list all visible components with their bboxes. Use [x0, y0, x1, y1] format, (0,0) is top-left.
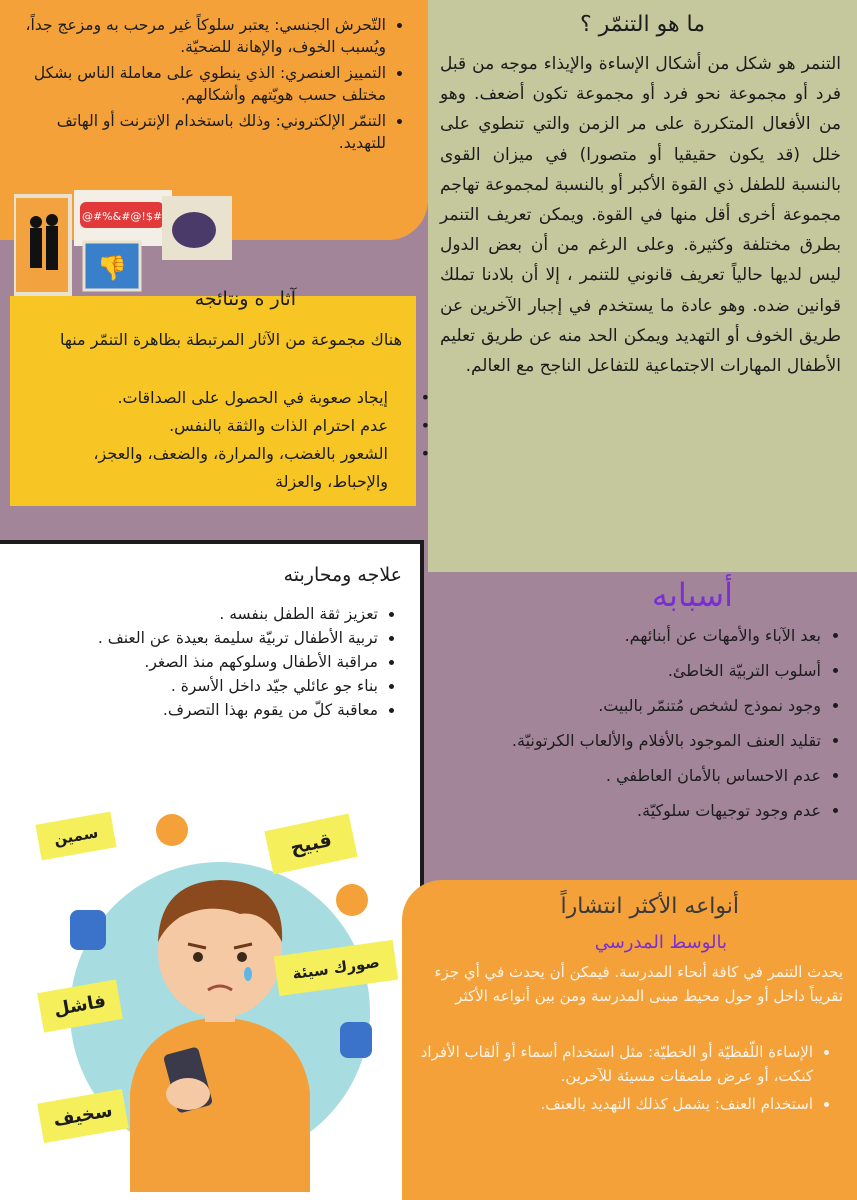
treatment-list — [10, 602, 404, 722]
thumbs-down-icon — [340, 1022, 372, 1058]
spread-intro: يحدث التنمر في كافة أنحاء المدرسة. فيمكن أن يحدث في أي جزء تقريباً داخل أو حول محيط مبنى المدرسة ومن بين أنواعه الأكثر — [434, 963, 843, 1005]
list-item: • استخدام العنف: يشمل كذلك التهديد بالعنف. — [420, 1092, 813, 1116]
list-item: • التّحرش الجنسي: يعتبر سلوكاً غير مرحب به ومزعج جداً، ويُسبب الخوف، والإهانة للضحيّة. — [20, 14, 386, 58]
list-item: • تقليد العنف الموجود بالأفلام والألعاب الكرتونيّة. — [438, 725, 821, 756]
list-item: • وجود نموذج لشخص مُتنمّر بالبيت. — [438, 690, 821, 721]
effects-panel — [10, 288, 416, 506]
list-item: • تربية الأطفال تربيّة سليمة بعيدة عن العنف . — [10, 626, 378, 650]
list-item: • التنمّر الإلكتروني: وذلك باستخدام الإنترنت أو الهاتف للتهديد. — [20, 110, 386, 154]
definition-body: التنمر هو شكل من أشكال الإساءة والإيذاء موجه من قبل فرد أو مجموعة نحو فرد أو مجموعة تكون أضعف. وهو من الأفعال المتكررة على مر الزمن والتي تنطوي على خلل (قد يكون حقيقيا أو متصورا) في ميزان القوى بالنسبة للطفل ذي القوة الأكبر أو بالنسبة لمجموعة تهاجم مجموعة أخرى أقل منها في القوة. ويمكن تعريف التنمر بطرق مختلفة وكثيرة. وعلى الرغم من أن بعض الدول ليس لديها حالياً تعريف قانوني للتنمر ، إلا أن بلادنا تملك قوانين ضده. وهو عادة ما يستخدم في إجبار الآخرين عن طريق الخوف أو التهديد ويمكن الحد منه عن طريق تعليم الأطفال المهارات الاجتماعية للتفاعل الناجح مع العالم. — [440, 54, 841, 377]
list-item: • تعزيز ثقة الطفل بنفسه . — [10, 602, 378, 626]
types-panel-top — [0, 0, 428, 282]
thumbs-down-icon: 👎 — [97, 254, 127, 282]
list-item: الشعور بالغضب، والمرارة، والضعف، والعجز، والإحباط، والعزلة • — [28, 440, 414, 496]
list-item: • التمييز العنصري: الذي ينطوي على معاملة الناس بشكل مختلف حسب هويّتهم وأشكالهم. — [20, 62, 386, 106]
list-item: • عدم وجود توجيهات سلوكيّة. — [438, 795, 821, 826]
list-item: • معاقبة كلّ من يقوم بهذا التصرف. — [10, 698, 378, 722]
bullied-boy-illustration — [10, 792, 416, 1192]
spread-subtitle: بالوسط المدرسي — [594, 932, 727, 953]
insult-tag: قبيح — [264, 814, 357, 875]
angry-face-icon — [336, 884, 368, 916]
spread-panel — [402, 880, 857, 1200]
insult-tag: صورك سيئة — [274, 940, 398, 996]
list-item: • بعد الآباء والأمهات عن أبنائهم. — [438, 620, 821, 651]
list-item: • مراقبة الأطفال وسلوكهم منذ الصغر. — [10, 650, 378, 674]
list-item: • أسلوب التربيّة الخاطئ. — [438, 655, 821, 686]
types-list — [20, 14, 412, 158]
insult-tag: فاشل — [37, 979, 123, 1032]
cyber-face-icon — [172, 212, 216, 248]
insult-tag: سخيف — [37, 1089, 129, 1143]
definition-panel — [428, 0, 857, 572]
thumbs-down-icon — [70, 910, 106, 950]
list-item: إيجاد صعوبة في الحصول على الصداقات. • — [28, 384, 414, 412]
effects-title: آثار ه ونتائجه — [194, 288, 296, 310]
definition-title: ما هو التنمّر ؟ — [579, 12, 706, 37]
spread-list — [420, 1040, 839, 1120]
causes-list — [438, 620, 847, 830]
list-item: • الإساءة اللّفظيّة أو الخطيّة: مثل استخدام أسماء أو ألقاب الأفراد كنكت، أو عرض ملصقات مسيئة للآخرين. — [420, 1040, 813, 1088]
insult-tag: سمين — [35, 812, 116, 861]
bullying-collage-image — [14, 190, 234, 300]
angry-face-icon — [156, 814, 188, 846]
list-item: • عدم الاحساس بالأمان العاطفي . — [438, 760, 821, 791]
causes-title: أسبابه — [651, 576, 733, 614]
spread-title: أنواعه الأكثر انتشاراً — [560, 894, 739, 919]
treatment-title: علاجه ومحاربته — [283, 564, 402, 586]
effects-intro: هناك مجموعة من الآثار المرتبطة بظاهرة التنمّر منها — [59, 330, 402, 349]
causes-panel — [428, 572, 857, 882]
effects-list — [28, 384, 414, 496]
list-item: • بناء جو عائلي جيّد داخل الأسرة . — [10, 674, 378, 698]
list-item: عدم احترام الذات والثقة بالنفس. • — [28, 412, 414, 440]
censored-text: #$!@#&%#@ — [81, 210, 163, 223]
